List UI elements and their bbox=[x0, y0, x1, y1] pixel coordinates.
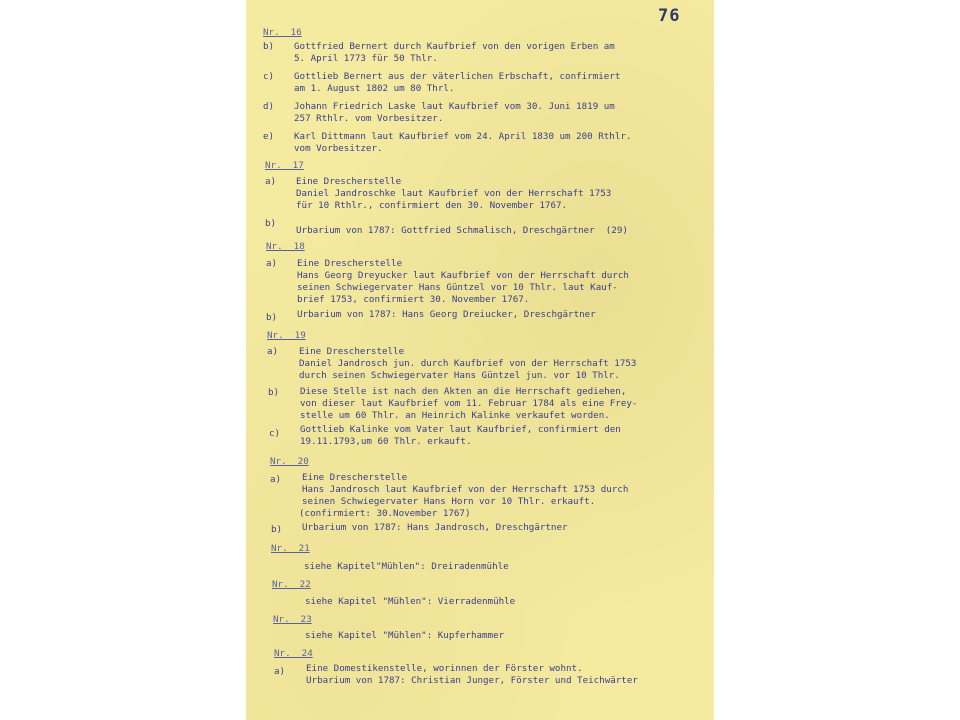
text-line: a) bbox=[267, 346, 279, 357]
text-line: 5. April 1773 für 50 Thlr. bbox=[294, 53, 438, 64]
text-line: brief 1753, confirmiert 30. November 1767. bbox=[297, 294, 530, 305]
text-line: b) bbox=[266, 312, 278, 323]
text-line: c) bbox=[263, 71, 275, 82]
text-line: d) bbox=[263, 101, 275, 112]
text-line: c) bbox=[269, 428, 281, 439]
text-line: a) bbox=[270, 474, 282, 485]
text-line: siehe Kapitel"Mühlen": Dreiradenmühle bbox=[304, 561, 509, 572]
text-line: Johann Friedrich Laske laut Kaufbrief vom 30. Juni 1819 um bbox=[294, 101, 615, 112]
text-line: Eine Domestikenstelle, worinnen der Förster wohnt. bbox=[306, 663, 583, 674]
text-line: für 10 Rthlr., confirmiert den 30. November 1767. bbox=[296, 200, 568, 211]
text-line: e) bbox=[263, 131, 275, 142]
text-line: Urbarium von 1787: Hans Jandrosch, Dreschgärtner bbox=[302, 522, 568, 533]
text-line: a) bbox=[274, 666, 286, 677]
entry-heading: Nr. 21 bbox=[271, 543, 310, 554]
text-line: durch seinen Schwiegervater Hans Güntzel jun. vor 10 Thlr. bbox=[299, 370, 620, 381]
text-line: Daniel Jandroschke laut Kaufbrief von der Herrschaft 1753 bbox=[296, 188, 612, 199]
text-line: Urbarium von 1787: Hans Georg Dreiucker, Dreschgärtner bbox=[297, 309, 596, 320]
text-line: seinen Schwiegervater Hans Güntzel vor 10 Thlr. laut Kauf- bbox=[297, 282, 618, 293]
text-line: b) bbox=[265, 218, 277, 229]
entry-heading: Nr. 22 bbox=[272, 579, 311, 590]
text-line: am 1. August 1802 um 80 Thrl. bbox=[294, 83, 455, 94]
text-line: Karl Dittmann laut Kaufbrief vom 24. April 1830 um 200 Rthlr. bbox=[294, 131, 632, 142]
text-line: 257 Rthlr. vom Vorbesitzer. bbox=[294, 113, 444, 124]
text-line: Urbarium von 1787: Christian Junger, Förster und Teichwärter bbox=[306, 675, 638, 686]
entry-heading: Nr. 20 bbox=[270, 456, 309, 467]
text-line: Eine Drescherstelle bbox=[296, 176, 402, 187]
entry-heading: Nr. 23 bbox=[273, 614, 312, 625]
text-line: a) bbox=[265, 176, 277, 187]
text-line: Eine Drescherstelle bbox=[297, 258, 403, 269]
text-line: Gottlieb Bernert aus der väterlichen Erbschaft, confirmiert bbox=[294, 71, 621, 82]
text-line: 19.11.1793,um 60 Thlr. erkauft. bbox=[300, 436, 472, 447]
document-page bbox=[246, 0, 714, 720]
text-line: Gottfried Bernert durch Kaufbrief von den vorigen Erben am bbox=[294, 41, 615, 52]
entry-heading: Nr. 24 bbox=[274, 648, 313, 659]
page-number: 76 bbox=[658, 6, 681, 26]
text-line: Diese Stelle ist nach den Akten an die Herrschaft gediehen, bbox=[300, 386, 627, 397]
text-line: b) bbox=[268, 387, 280, 398]
entry-heading: Nr. 16 bbox=[263, 27, 302, 38]
text-line: Hans Georg Dreyucker laut Kaufbrief von der Herrschaft durch bbox=[297, 270, 629, 281]
text-line: siehe Kapitel "Mühlen": Kupferhammer bbox=[305, 630, 505, 641]
entry-heading: Nr. 19 bbox=[267, 330, 306, 341]
text-line: Eine Drescherstelle bbox=[302, 472, 408, 483]
text-line: Gottlieb Kalinke vom Vater laut Kaufbrief, confirmiert den bbox=[300, 424, 621, 435]
text-line: seinen Schwiegervater Hans Horn vor 10 Thlr. erkauft. bbox=[302, 496, 596, 507]
text-line: Urbarium von 1787: Gottfried Schmalisch, Dreschgärtner (29) bbox=[296, 225, 628, 236]
text-line: b) bbox=[263, 41, 275, 52]
text-line: stelle um 60 Thlr. an Heinrich Kalinke verkaufet worden. bbox=[300, 410, 610, 421]
entry-heading: Nr. 17 bbox=[265, 160, 304, 171]
text-line: (confirmiert: 30.November 1767) bbox=[299, 508, 471, 519]
text-line: Hans Jandrosch laut Kaufbrief von der Herrschaft 1753 durch bbox=[302, 484, 629, 495]
text-line: von dieser laut Kaufbrief vom 11. Februar 1784 als eine Frey- bbox=[300, 398, 638, 409]
text-line: b) bbox=[271, 524, 283, 535]
text-line: Daniel Jandrosch jun. durch Kaufbrief von der Herrschaft 1753 bbox=[299, 358, 637, 369]
text-line: Eine Drescherstelle bbox=[299, 346, 405, 357]
text-line: a) bbox=[266, 258, 278, 269]
entry-heading: Nr. 18 bbox=[266, 241, 305, 252]
text-line: siehe Kapitel "Mühlen": Vierradenmühle bbox=[305, 596, 516, 607]
text-line: vom Vorbesitzer. bbox=[294, 143, 383, 154]
